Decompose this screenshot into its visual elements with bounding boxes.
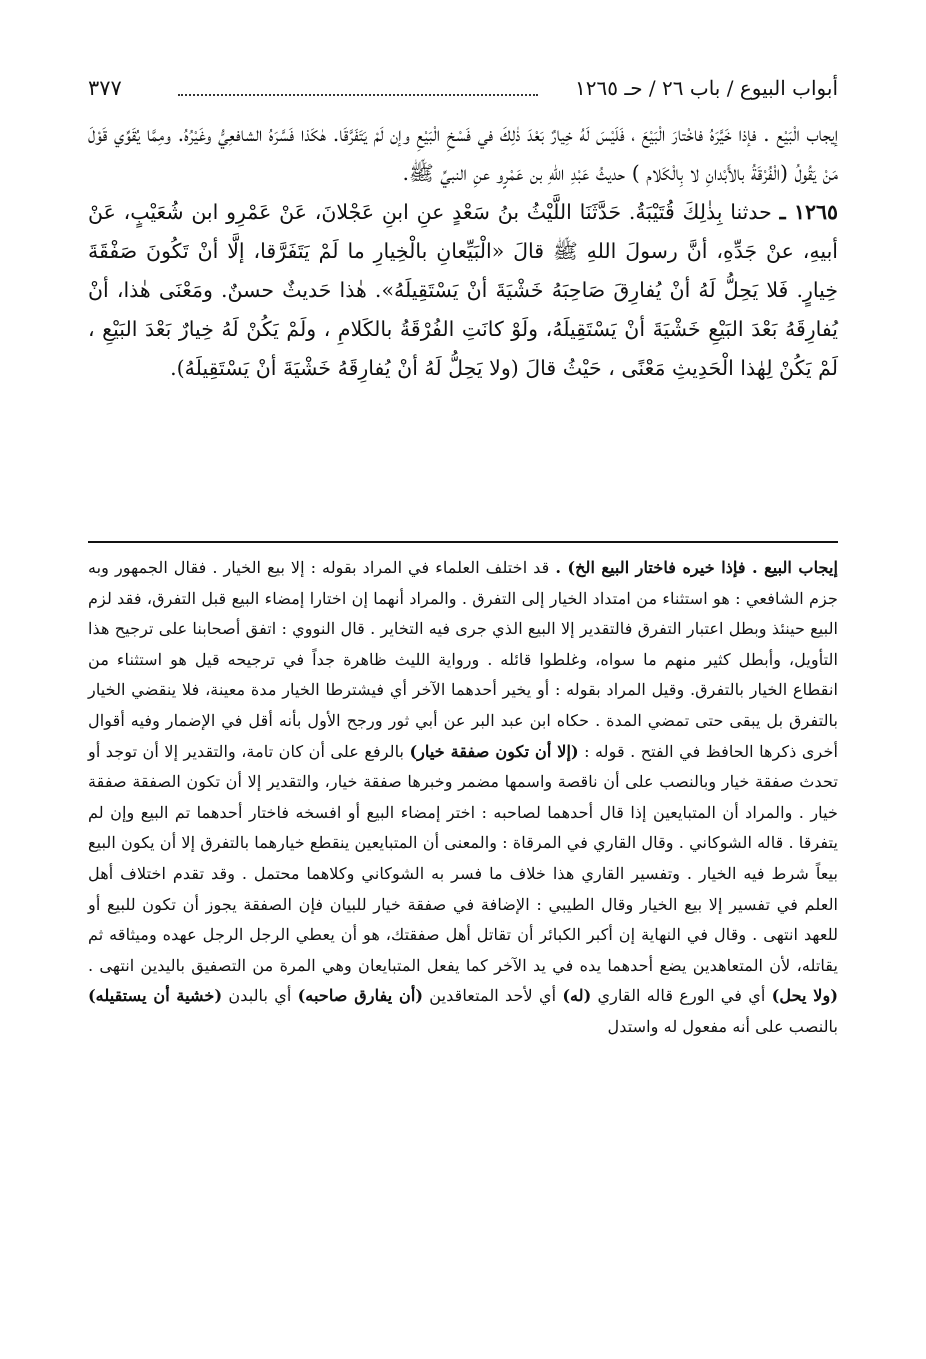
commentary-text-4: أي لأحد المتعاقدين	[429, 986, 563, 1006]
page-number: ٣٧٧	[88, 76, 122, 100]
hadith-number: ١٢٦٥ ـ	[779, 200, 838, 224]
commentary-bold-3: (ولا يحل)	[771, 986, 838, 1006]
main-text	[88, 115, 838, 540]
commentary-bold-2: (إلا أن تكون صفقة خيار)	[409, 741, 579, 761]
commentary-bold-6: (خشية أن يستقيله)	[88, 986, 223, 1006]
main-paragraph-1: إيجاب الْبَيْع . فإذا خَيَّرَهُ فاخْتارَ الْبَيْعَ ، فَلَيْسَ لَهُ خِيارٌ بَعْدَ ذٰلِكَ في فَسْخِ الْبَيْعِ وإن لَمْ يَتَفَرَّقَا. هٰكَذا فَسَّرَهُ الشافعِيُّ وغَيْرُهُ. ومِمَّا يُقَوِّي قَوْلَ مَنْ يَقُولُ (الْفُرْقَةُ بالأَبْدانِ لا بِالْكَلام ) حديثُ عَبْدِ اللهِ بن عَمْرٍو عنِ النبيِّ ﷺ.	[88, 122, 838, 185]
separator-rule	[88, 541, 838, 543]
commentary-text-6: بالنصب على أنه مفعول له واستدل	[607, 1016, 838, 1036]
commentary-bold-5: (أن يفارق صاحبه)	[297, 986, 424, 1006]
commentary-bold-4: (له)	[562, 986, 592, 1006]
header-title: أبواب البيوع / باب ٢٦ / حـ ١٢٦٥	[575, 76, 838, 100]
hadith-text: حدثنا بِذٰلِكَ قُتَيْبَةُ. حَدَّثَنَا اللَّيْثُ بنُ سَعْدٍ عنِ ابنِ عَجْلانَ، عَنْ عَمْرِو ابن شُعَيْبٍ، عَنْ أبيهِ، عنْ جَدِّهِ، أنَّ رسولَ اللهِ ﷺ قالَ «الْبَيِّعانِ بالْخِيارِ ما لَمْ يَتَفَرَّقا، إلَّا أنْ تَكُونَ صَفْقَةَ خِيارٍ. فَلا يَحِلُّ لَهُ أنْ يُفارِقَ صَاحِبَهُ خَشْيَةَ أنْ يَسْتَقِيلَهُ». هٰذا حَديثٌ حسنٌ. ومَعْنَى هٰذا، أنْ يُفارِقَهُ بَعْدَ البَيْعِ خَشْيَةَ أنْ يَسْتَقِيلَهُ، ولَوْ كانَتِ الفُرْقَةُ بالكَلامِ ، ولَمْ يَكُنْ لَهُ خِيارٌ بَعْدَ البَيْعِ ، لَمْ يَكُنْ لِهٰذا الْحَدِيثِ مَعْنًى ، حَيْثُ قالَ (ولا يَحِلُّ لَهُ أنْ يُفارِقَهُ خَشْيَةَ أنْ يَسْتَقِيلَهُ).	[88, 200, 838, 380]
running-header	[88, 68, 838, 108]
commentary-bold-1: إيجاب البيع . فإذا خيره فاختار البيع الخ) .	[555, 558, 838, 577]
commentary-text-3: أي في الورع قاله القاري	[597, 986, 772, 1006]
commentary-text-5: أي بالبدن	[228, 986, 298, 1006]
commentary-text	[88, 553, 838, 1283]
commentary-text-1: قد اختلف العلماء في المراد بقوله : إلا بيع الخيار . فقال الجمهور وبه جزم الشافعي : هو استثناء من امتداد الخيار إلى التفرق . والمراد أنهما إن اختارا إمضاء البيع قبل التفرق، فقد لزم البيع حينئذ وبطل اعتبار التفرق فالتقدير إلا البيع الذي جرى فيه التخاير . قال النووي : اتفق أصحابنا على ترجيح هذا التأويل، وأبطل كثير منهم ما سواه، وغلطوا قائله . ورواية الليث ظاهرة جداً في ترجيحه قيل هو استثناء من انقطاع الخيار بالتفرق. وقيل المراد بقوله : أو يخير أحدهما الآخر أي فيشترطا الخيار مدة معينة، فلا ينقضي الخيار بالتفرق بل يبقى حتى تمضي المدة . حكاه ابن عبد البر عن أبي ثور ورجح الأول بأنه أقل في الإضمار وفيه أقوال أخرى ذكرها الحافظ في الفتح . قوله :	[88, 558, 838, 761]
main-paragraph-2	[88, 193, 838, 388]
header-dotted-leader	[178, 94, 538, 96]
commentary-text-2: بالرفع على أن كان تامة، والتقدير إلا أن توجد أو تحدث صفقة خيار وبالنصب على أن ناقصة واسمها مضمر وخبرها صفقة خيار، والتقدير إلا أن تكون الصفقة صفقة خيار . والمراد أن المتبايعين إذا قال أحدهما لصاحبه : اختر إمضاء البيع أو افسخه فاختار أحدهما تم البيع وإن لم يتفرقا . قاله الشوكاني . وقال القاري في المرقاة : والمعنى أن المتبايعين ينقطع خيارهما بالتفرق إلا أن يكون البيع بيعاً شرط فيه الخيار . وتفسير القاري هذا خلاف ما فسر به الشوكاني وكلاهما محتمل . وقد تقدم اختلاف أهل العلم في تفسير إلا بيع الخيار وقال الطيبي : الإضافة في صفقة خيار للبيان فإن الصفقة يجوز أن تكون للبيع أو للعهد انتهى . وقال في النهاية إن أكبر الكبائر أن تقاتل أهل صفقتك، هو أن يعطي الرجل الرجل عهده وميثاقه ثم يقاتله، لأن المتعاهدين يضع أحدهما يده في يد الآخر كما يفعل المتبايعان وهي المرة من التصفيق باليدين انتهى .	[88, 741, 838, 975]
